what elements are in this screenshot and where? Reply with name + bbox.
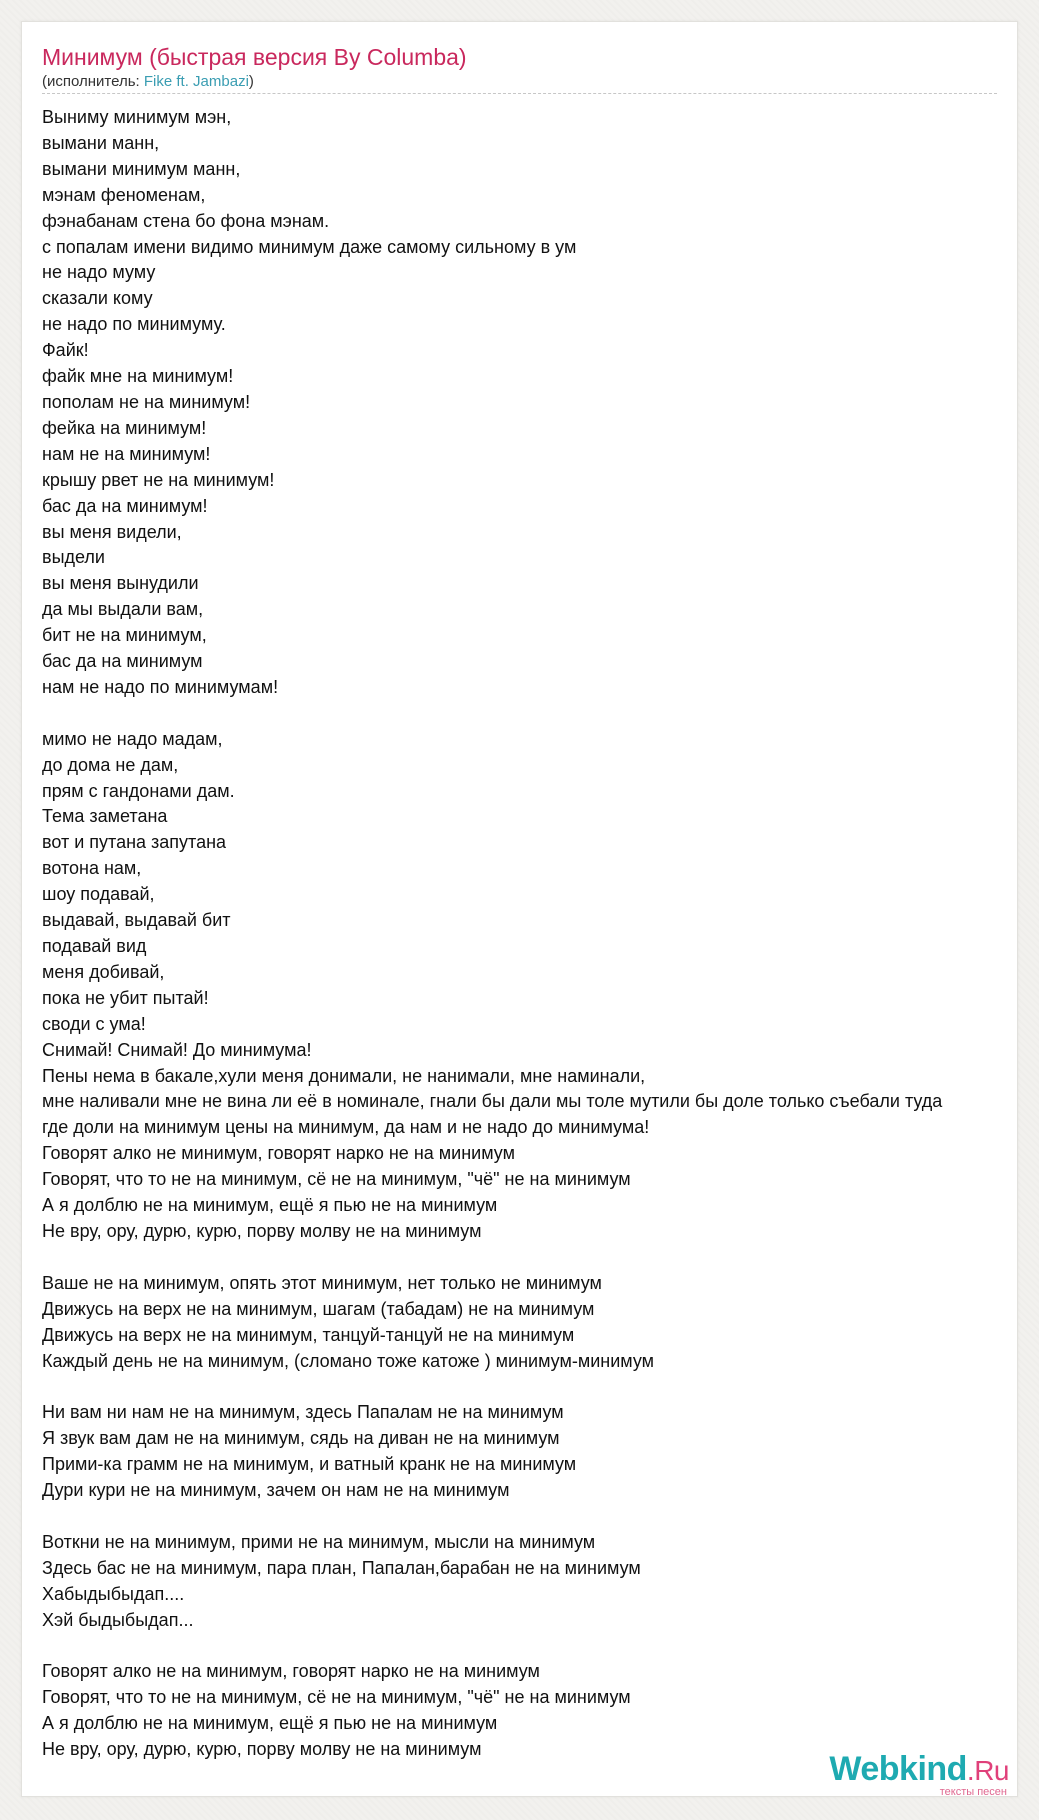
lyric-line: Прими-ка грамм не на минимум, и ватный кранк не на минимум [42, 1454, 577, 1475]
lyric-line: Воткни не на минимум, прими не на минимум, мысли на минимум [42, 1531, 596, 1552]
lyric-line: Движусь на верх не на минимум, танцуй-танцуй не на минимум [42, 1324, 575, 1345]
lyric-line: шоу подавай, [42, 884, 155, 905]
lyric-line: нам не на минимум! [42, 443, 211, 464]
artist-line [42, 73, 254, 90]
lyric-line: Говорят, что то не на минимум, сё не на минимум, "чё" не на минимум [42, 1687, 631, 1708]
lyric-line: мэнам феноменам, [42, 184, 206, 205]
lyric-line: Пены нема в бакале,хули меня донимали, не нанимали, мне наминали, [42, 1065, 646, 1086]
stanza-break [42, 1374, 942, 1400]
lyric-line: бас да на минимум! [42, 495, 208, 516]
lyrics-card [21, 21, 1018, 1797]
logo-suffix: .Ru [966, 1755, 1009, 1786]
lyric-line: Здесь бас не на минимум, пара план, Папалан,барабан не на минимум [42, 1557, 641, 1578]
lyric-line: до дома не дам, [42, 754, 179, 775]
lyric-line: пока не убит пытай! [42, 987, 209, 1008]
lyric-line: нам не надо по минимумам! [42, 676, 279, 697]
stanza-break [42, 1245, 942, 1271]
lyric-line: Говорят алко не минимум, говорят нарко не на минимум [42, 1143, 515, 1164]
song-title: Минимум (быстрая версия By Columba) [42, 44, 467, 70]
lyric-line: крышу рвет не на минимум! [42, 469, 275, 490]
lyric-line: вы меня видели, [42, 521, 182, 542]
lyric-line: Не вру, ору, дурю, курю, порву молву не на минимум [42, 1739, 482, 1760]
lyric-line: вотона нам, [42, 858, 142, 879]
lyric-line: Движусь на верх не на минимум, шагам (табадам) не на минимум [42, 1298, 595, 1319]
lyric-line: вы меня вынудили [42, 573, 199, 594]
lyric-line: да мы выдали вам, [42, 599, 204, 620]
logo-tagline: тексты песен [939, 1786, 1007, 1797]
lyric-line: фейка на минимум! [42, 417, 207, 438]
lyric-line: меня добивай, [42, 961, 165, 982]
lyric-line: А я долблю не на минимум, ещё я пью не на минимум [42, 1713, 498, 1734]
lyric-line: Я звук вам дам не на минимум, сядь на диван не на минимум [42, 1428, 560, 1449]
lyric-line: Хабыдыбыдап.... [42, 1583, 185, 1604]
lyric-line: файк мне на минимум! [42, 366, 234, 387]
lyric-line: Выниму минимум мэн, [42, 107, 232, 127]
lyric-line: Каждый день не на минимум, (сломано тоже катоже ) минимум-минимум [42, 1350, 655, 1371]
lyric-line: Файк! [42, 340, 89, 361]
webkind-logo[interactable] [829, 1752, 1009, 1797]
stanza-break [42, 1504, 942, 1530]
lyric-line: с попалам имени видимо минимум даже самому сильному в ум [42, 236, 577, 257]
lyric-line: вымани манн, [42, 132, 160, 153]
lyric-line: Ни вам ни нам не на минимум, здесь Папалам не на минимум [42, 1402, 564, 1423]
logo-wordmark [829, 1752, 1009, 1788]
lyric-line: подавай вид [42, 936, 147, 956]
lyric-line: мимо не надо мадам, [42, 728, 223, 749]
lyric-line: пополам не на минимум! [42, 391, 251, 412]
artist-prefix: (исполнитель: [42, 73, 144, 90]
lyric-line: Говорят, что то не на минимум, сё не на минимум, "чё" не на минимум [42, 1169, 631, 1190]
lyric-line: выдавай, выдавай бит [42, 910, 231, 931]
lyric-line: сказали кому [42, 288, 153, 309]
header-divider [42, 93, 997, 94]
lyric-line: мне наливали мне не вина ли её в номинале, гнали бы дали мы толе мутили бы доле только съебали туда [42, 1091, 943, 1112]
lyric-line: бит не на минимум, [42, 625, 207, 646]
lyric-line: Дури кури не на минимум, зачем он нам не на минимум [42, 1480, 510, 1501]
lyric-line: прям с гандонами дам. [42, 780, 235, 801]
lyric-line: Говорят алко не на минимум, говорят нарко не на минимум [42, 1661, 540, 1682]
lyric-line: Тема заметана [42, 806, 168, 827]
stanza-break [42, 1633, 942, 1659]
lyric-line: фэнабанам стена бо фона мэнам. [42, 210, 330, 231]
lyric-line: Снимай! Снимай! До минимума! [42, 1039, 312, 1060]
lyric-line: вымани минимум манн, [42, 158, 241, 179]
lyric-line: Не вру, ору, дурю, курю, порву молву не на минимум [42, 1220, 482, 1241]
lyric-line: Ваше не на минимум, опять этот минимум, нет только не минимум [42, 1272, 602, 1293]
lyric-line: не надо по минимуму. [42, 314, 226, 335]
lyric-line: А я долблю не на минимум, ещё я пью не на минимум [42, 1195, 498, 1216]
lyric-line: где доли на минимум цены на минимум, да нам и не надо до минимума! [42, 1117, 650, 1138]
lyrics-text [42, 105, 942, 1763]
lyric-line: бас да на минимум [42, 651, 203, 672]
artist-link[interactable]: Fike ft. Jambazi [143, 73, 249, 90]
lyric-line: не надо муму [42, 262, 156, 283]
lyric-line: Хэй быдыбыдап... [42, 1609, 194, 1630]
artist-suffix: ) [248, 73, 254, 90]
lyric-line: своди с ума! [42, 1013, 146, 1034]
stanza-break [42, 701, 942, 727]
lyric-line: вот и путана запутана [42, 832, 227, 853]
logo-main-text: Webkind [829, 1750, 967, 1788]
lyric-line: выдели [42, 547, 105, 568]
